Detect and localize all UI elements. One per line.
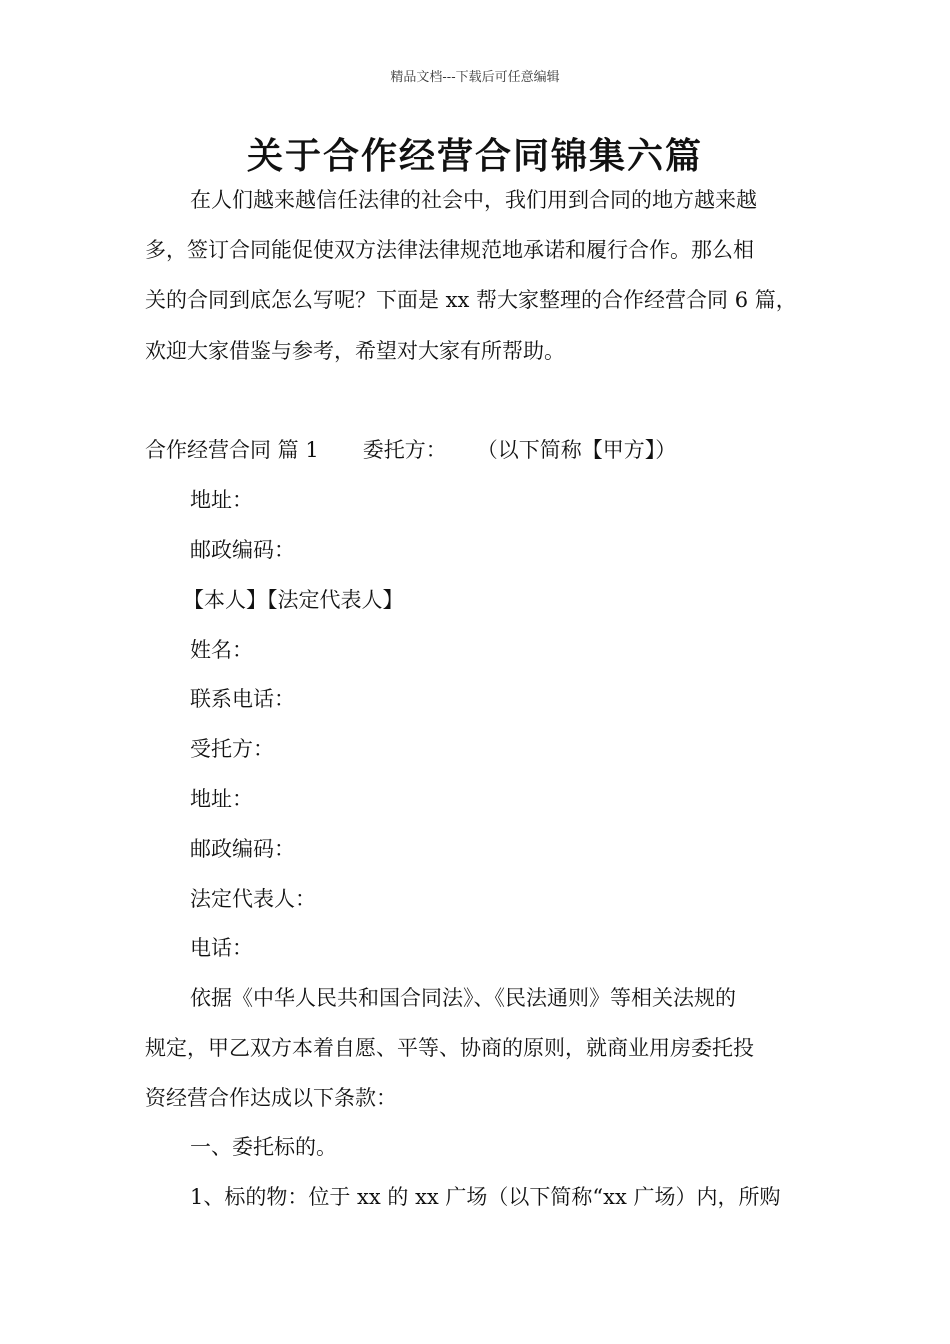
document-title: 关于合作经营合同锦集六篇: [246, 136, 703, 177]
basis-line-3: 资经营合作达成以下条款：: [145, 1086, 397, 1110]
intro-line-2: 多，签订合同能促使双方法律法律规范地承诺和履行合作。那么相: [145, 238, 754, 262]
clause-1-item-1: 1、标的物：位于 xx 的 xx 广场（以下简称“xx 广场）内，所购: [190, 1185, 781, 1209]
intro-line-4: 欢迎大家借鉴与参考，希望对大家有所帮助。: [145, 339, 565, 363]
intro-line-3: 关的合同到底怎么写呢？下面是 xx 帮大家整理的合作经营合同 6 篇，: [145, 288, 797, 312]
page-header-note: 精品文档---下载后可任意编辑: [390, 70, 560, 85]
clause-1-heading: 一、委托标的。: [190, 1135, 337, 1159]
field-legal-representative: 法定代表人：: [190, 887, 316, 911]
field-postcode-2: 邮政编码：: [190, 837, 295, 861]
basis-line-1: 依据《中华人民共和国合同法》、《民法通则》等相关法规的: [190, 986, 736, 1010]
field-phone-1: 联系电话：: [190, 687, 295, 711]
field-self-or-representative: 【本人】【法定代表人】: [183, 588, 404, 612]
field-phone-2: 电话：: [190, 936, 253, 960]
field-postcode-1: 邮政编码：: [190, 538, 295, 562]
field-name: 姓名：: [190, 638, 253, 662]
section-heading-row: [145, 436, 825, 464]
client-note: （以下简称【甲方】）: [476, 438, 677, 462]
field-address-2: 地址：: [190, 787, 253, 811]
section-heading: 合作经营合同 篇 1: [145, 438, 319, 462]
field-address-1: 地址：: [190, 488, 253, 512]
field-trustee: 受托方：: [190, 737, 274, 761]
client-label: 委托方：: [362, 438, 447, 462]
basis-line-2: 规定，甲乙双方本着自愿、平等、协商的原则，就商业用房委托投: [145, 1036, 754, 1060]
intro-line-1: 在人们越来越信任法律的社会中，我们用到合同的地方越来越: [190, 188, 757, 212]
